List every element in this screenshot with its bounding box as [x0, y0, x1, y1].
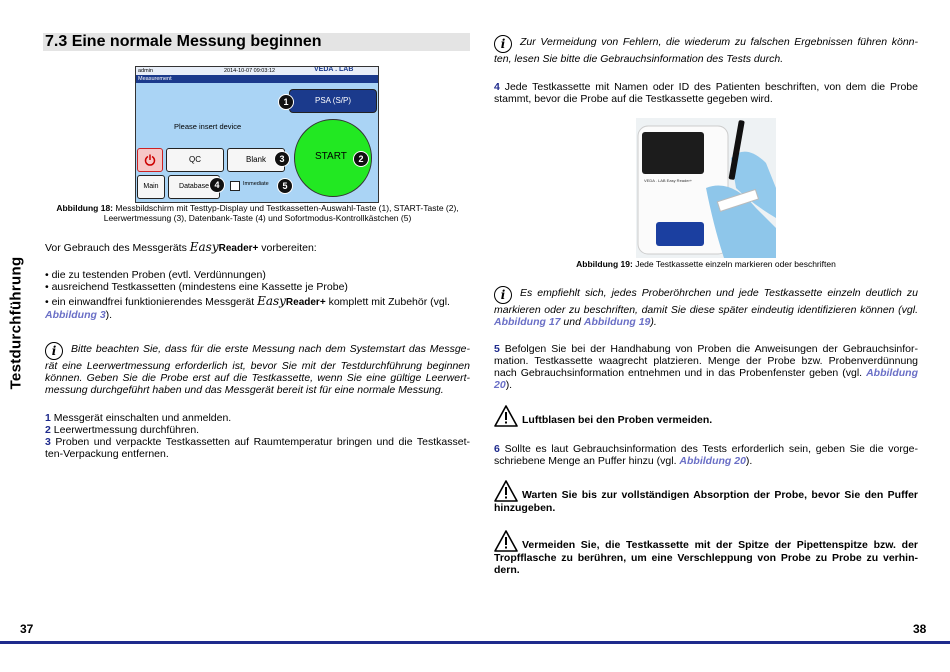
- figure-19-caption: [494, 259, 918, 269]
- easy-logo-text: Easy: [257, 294, 286, 308]
- step-5-text: Befolgen Sie bei der Handhabung von Proben die Anweisungen der Gebrauchsinfor-mation. Testkassette waagrecht platzieren. Menge der Probe bzw. Probenverdünnung nach Gebrauchsinformation entnehmen und in das Probenfenster geben (vgl.: [494, 343, 918, 379]
- warning-icon: [494, 530, 518, 552]
- qc-button[interactable]: [166, 148, 224, 172]
- device-datetime: 2014-10-07 09:03:12: [224, 68, 276, 74]
- prep-intro-end: vorbereiten:: [261, 242, 317, 254]
- psa-button-label: PSA (S/P): [314, 96, 351, 105]
- power-icon: [144, 154, 156, 166]
- step-1: [45, 412, 470, 424]
- step-2-text: Leerwertmessung durchführen.: [53, 424, 200, 436]
- reader-logo-text: Reader+: [285, 297, 326, 308]
- note-read-instructions: [494, 35, 918, 65]
- reader-logo-text: Reader+: [218, 243, 259, 254]
- page-number-left: 37: [20, 622, 34, 636]
- step-5: [494, 343, 918, 391]
- badge-1: [278, 94, 294, 110]
- step-6-end: ).: [745, 455, 753, 467]
- footer-divider: [0, 641, 950, 644]
- step-3-number: 3: [45, 436, 51, 448]
- figure-20-link[interactable]: Abbildung 20: [679, 455, 746, 467]
- note-first-measurement: [45, 342, 470, 396]
- info-icon: i: [494, 35, 512, 53]
- figure-3-link[interactable]: Abbildung 3: [45, 309, 106, 321]
- steps-list: [45, 412, 470, 460]
- main-button-label: Main: [143, 183, 159, 190]
- badge-2-label: 2: [358, 154, 364, 164]
- note-right-2-text: Es empfiehlt sich, jedes Proberöhrchen und jede Testkassette einzeln deutlich zu markieren oder zu beschriften, damit Sie diese später eindeutig identifizieren können (vgl.: [494, 287, 918, 316]
- step-4: [494, 81, 918, 105]
- section-heading: [43, 33, 470, 51]
- figure-18-text: Messbildschirm mit Testtyp-Display und Testkassetten-Auswahl-Taste (1), START-Taste (2), Leerwertmessung (3), Datenbank-Taste (4) und Sofortmodus-Kontrollkästchen (5): [103, 203, 459, 223]
- main-button[interactable]: [137, 175, 165, 199]
- badge-2: [353, 151, 369, 167]
- figure-19-text: Jede Testkassette einzeln markieren oder beschriften: [635, 259, 836, 269]
- qc-button-label: QC: [189, 155, 201, 164]
- step-3: [45, 436, 470, 460]
- warning-carryover: [494, 530, 918, 576]
- step-4-number: 4: [494, 81, 500, 93]
- figure-20-link[interactable]: Abbildung 20: [494, 367, 918, 391]
- step-1-number: 1: [45, 412, 51, 424]
- bullet-3-end: ).: [105, 309, 113, 321]
- badge-3: [274, 151, 290, 167]
- badge-4-label: 4: [214, 180, 220, 190]
- figure-17-link[interactable]: Abbildung 17: [494, 316, 561, 328]
- badge-1-label: 1: [283, 97, 289, 107]
- info-icon: i: [494, 286, 512, 304]
- page-number-right: 38: [913, 622, 927, 636]
- device-title: Measurement: [138, 76, 172, 82]
- labeling-photo: [636, 118, 776, 258]
- badge-3-label: 3: [279, 154, 285, 164]
- warning-1-text: Luftblasen bei den Proben vermeiden.: [522, 414, 713, 426]
- device-status-bar: [136, 67, 378, 75]
- note-mark-samples: [494, 286, 918, 328]
- chapter-title-text: Testdurchführung: [7, 256, 25, 389]
- device-title-bar: [136, 75, 378, 83]
- badge-5: [277, 178, 293, 194]
- easy-logo-text: Easy: [189, 240, 219, 254]
- immediate-checkbox[interactable]: [230, 181, 240, 191]
- warning-icon: [494, 480, 518, 502]
- database-button-label: Database: [179, 183, 209, 190]
- prep-intro: [45, 241, 470, 255]
- step-2-number: 2: [45, 424, 51, 436]
- step-2: [45, 424, 470, 436]
- info-icon: i: [45, 342, 63, 360]
- figure-19-label: Abbildung 19:: [576, 259, 633, 269]
- start-button-label: START: [315, 151, 347, 162]
- prep-intro-text: Vor Gebrauch des Messgeräts: [45, 242, 187, 254]
- bullet-3-after: komplett mit Zubehör (vgl.: [328, 296, 450, 308]
- step-5-number: 5: [494, 343, 500, 355]
- note-1-text: Bitte beachten Sie, dass für die erste Messung nach dem Systemstart das Messge-rät eine Leerwertmessung erforderlich ist, bevor Sie mit der Testdurchführung beginnen können. Geben Sie die Probe erst auf die Testkassette, wenn Sie eine gültige Leerwert-messung durchgeführt haben und das Messgerät bereit ist für eine normale Messung.: [45, 343, 470, 396]
- warning-icon: [494, 405, 518, 427]
- figure-18-label: Abbildung 18:: [56, 203, 114, 213]
- blank-button-label: Blank: [245, 155, 266, 164]
- note-right-2-end: ).: [650, 316, 657, 328]
- device-user: admin: [138, 68, 153, 74]
- sidebar-chapter-title: [4, 250, 28, 395]
- warning-absorption: [494, 480, 918, 514]
- immediate-label: Immediate: [243, 181, 269, 187]
- note-right-2-mid: und: [563, 316, 581, 328]
- warning-air-bubbles: [494, 405, 918, 427]
- bullet-item-3: [45, 295, 470, 309]
- device-brand-logo: VEDA . LAB: [314, 66, 354, 73]
- power-button[interactable]: [137, 148, 163, 172]
- step-4-text: Jede Testkassette mit Namen oder ID des Patienten beschriften, von dem die Probe stammt, bevor die Probe auf die Testkassette gegeben wird.: [494, 81, 918, 105]
- bullet-list: [45, 269, 470, 321]
- warning-2-text: Warten Sie bis zur vollständigen Absorption der Probe, bevor Sie den Puffer hinzugeben.: [494, 489, 918, 514]
- step-6-number: 6: [494, 443, 500, 455]
- bullet-3-text: • ein einwandfrei funktionierendes Messgerät: [45, 296, 255, 308]
- step-3-text: Proben und verpackte Testkassetten auf Raumtemperatur bringen und die Testkasset-ten-Verpackung entfernen.: [45, 436, 470, 460]
- badge-5-label: 5: [282, 181, 288, 191]
- psa-test-button[interactable]: [289, 89, 377, 113]
- badge-4: [209, 177, 225, 193]
- warning-3-text: Vermeiden Sie, die Testkassette mit der Spitze der Pipettenspitze bzw. der Tropfflasche zu berühren, um eine Verschleppung von Probe zu Probe zu verhin-dern.: [494, 539, 918, 576]
- device-message: Please insert device: [174, 122, 242, 131]
- figure-19-link[interactable]: Abbildung 19: [583, 316, 651, 328]
- note-right-1-text: Zur Vermeidung von Fehlern, die wiederum zu falschen Ergebnissen führen könn-ten, lesen Sie bitte die Gebrauchsinformation des Tests durch.: [494, 36, 918, 65]
- photo-device-label: VEDA . LAB Easy Reader+: [644, 178, 693, 183]
- bullet-3-ref-line: [45, 309, 470, 321]
- bullet-item-1: • die zu testenden Proben (evtl. Verdünnungen): [45, 269, 266, 281]
- step-6: [494, 443, 918, 467]
- photo-illustration: [636, 118, 776, 258]
- bullet-item-2: • ausreichend Testkassetten (mindestens eine Kassette je Probe): [45, 281, 348, 293]
- device-screenshot: [135, 66, 379, 203]
- section-title: 7.3 Eine normale Messung beginnen: [45, 33, 322, 50]
- step-5-end: ).: [505, 379, 513, 391]
- step-1-text: Messgerät einschalten und anmelden.: [53, 412, 232, 424]
- figure-18-caption: [45, 203, 470, 223]
- step-6-text: Sollte es laut Gebrauchsinformation des Tests erforderlich sein, geben Sie die vorge-schriebene Menge an Puffer hinzu (vgl.: [494, 443, 918, 467]
